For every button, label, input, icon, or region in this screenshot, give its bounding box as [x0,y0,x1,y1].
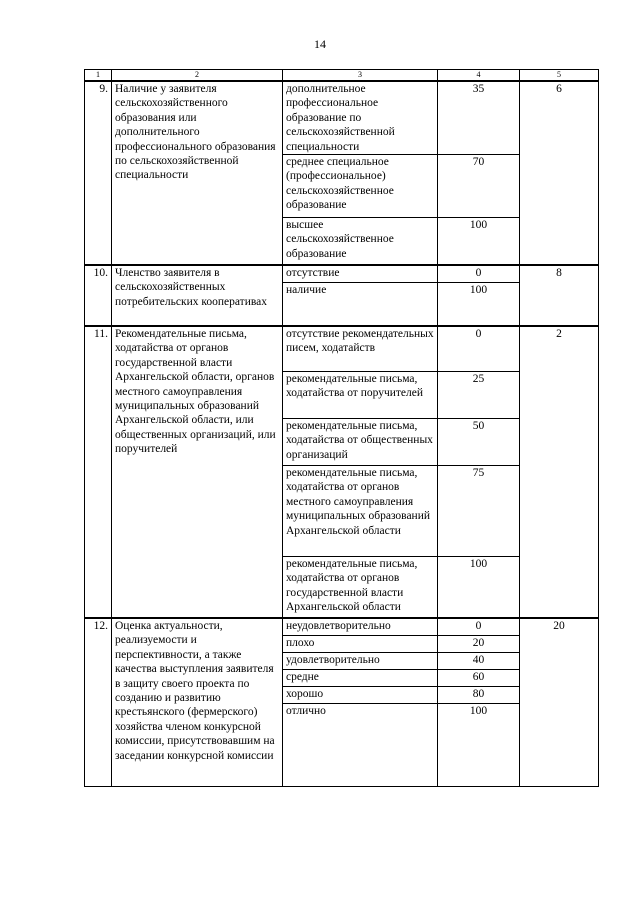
column-header: 4 [438,70,520,82]
option-value: неудовлетворительно [283,618,438,636]
table-header-row [85,70,599,82]
column-header: 1 [85,70,112,82]
option-score: 60 [438,670,520,687]
option-value: рекомендательные письма, ходатайства от поручителей [283,372,438,419]
table-row [85,81,599,155]
criterion-name: Рекомендательные письма, ходатайства от органов государственной власти Архангельской области, органов местного самоуправления муниципальных образований Архангельской области, или общественных организаций, или поручителей [112,326,283,618]
column-header: 2 [112,70,283,82]
criterion-weight: 6 [520,81,599,265]
option-value: удовлетворительно [283,653,438,670]
criteria-table [84,69,599,787]
page-number: 14 [314,37,326,51]
criterion-name: Наличие у заявителя сельскохозяйственного образования или дополнительного профессионального образования по сельскохозяйственной специальности [112,81,283,265]
criterion-name: Членство заявителя в сельскохозяйственных потребительских кооперативах [112,265,283,326]
option-score: 100 [438,557,520,619]
criterion-number: 9. [85,81,112,265]
criterion-weight: 2 [520,326,599,618]
option-value: рекомендательные письма, ходатайства от органов местного самоуправления муниципальных образований Архангельской области [283,466,438,557]
table-row [85,618,599,636]
criterion-weight: 8 [520,265,599,326]
option-score: 100 [438,704,520,787]
option-value: наличие [283,283,438,327]
option-score: 100 [438,218,520,266]
option-value: высшее сельскохозяйственное образование [283,218,438,266]
criterion-number: 12. [85,618,112,787]
option-score: 35 [438,81,520,155]
criterion-name: Оценка актуальности, реализуемости и перспективности, а также качества выступления заявителя в защиту своего проекта по созданию и развитию крестьянского (фермерского) хозяйства членом конкурсной комиссии, присутствовавшим на заседании конкурсной комиссии [112,618,283,787]
option-value: рекомендательные письма, ходатайства от общественных организаций [283,419,438,466]
criterion-number: 10. [85,265,112,326]
option-value: рекомендательные письма, ходатайства от органов государственной власти Архангельской области [283,557,438,619]
option-value: плохо [283,636,438,653]
option-score: 75 [438,466,520,557]
option-score: 0 [438,618,520,636]
option-value: средне [283,670,438,687]
table-row [85,326,599,372]
table-row [85,265,599,283]
criterion-weight: 20 [520,618,599,787]
option-value: среднее специальное (профессиональное) сельскохозяйственное образование [283,155,438,218]
option-value: хорошо [283,687,438,704]
column-header: 5 [520,70,599,82]
option-score: 0 [438,326,520,372]
option-value: отсутствие рекомендательных писем, ходатайств [283,326,438,372]
option-score: 70 [438,155,520,218]
option-value: отлично [283,704,438,787]
option-score: 20 [438,636,520,653]
option-score: 80 [438,687,520,704]
option-score: 25 [438,372,520,419]
option-value: отсутствие [283,265,438,283]
option-value: дополнительное профессиональное образование по сельскохозяйственной специальности [283,81,438,155]
option-score: 50 [438,419,520,466]
option-score: 40 [438,653,520,670]
criterion-number: 11. [85,326,112,618]
column-header: 3 [283,70,438,82]
option-score: 0 [438,265,520,283]
option-score: 100 [438,283,520,327]
